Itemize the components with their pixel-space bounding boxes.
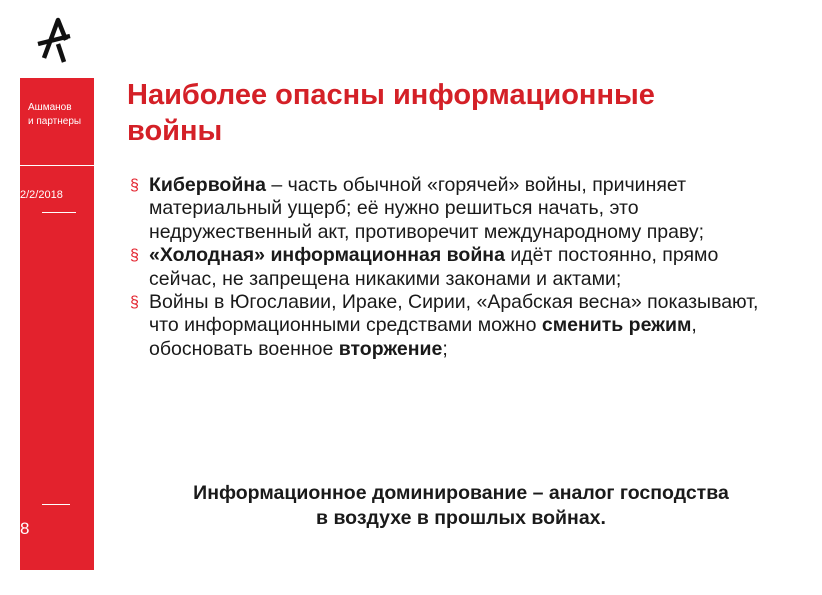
bullet-term: Кибервойна bbox=[149, 174, 266, 196]
bullet-marker-icon: § bbox=[130, 247, 139, 265]
bullet-text: идёт постоянно, прямо сейчас, не запрещена никакими законами и актами; bbox=[149, 244, 719, 290]
conclusion-line2: в воздухе в прошлых войнах. bbox=[316, 507, 606, 529]
conclusion-statement bbox=[128, 481, 794, 531]
ashmanov-logo-icon bbox=[36, 14, 76, 66]
bullet-emphasis: вторжение bbox=[338, 337, 443, 360]
conclusion-line1: Информационное доминирование – аналог господства bbox=[193, 482, 729, 504]
company-name-line2: и партнеры bbox=[28, 116, 82, 127]
bullet-marker-icon: § bbox=[130, 177, 139, 194]
bullet-wars-examples bbox=[128, 291, 788, 361]
slide-title-line2: войны bbox=[127, 115, 223, 147]
bullet-cold-war bbox=[128, 244, 788, 291]
bullet-cyberwar bbox=[128, 174, 788, 244]
bullet-list bbox=[128, 174, 788, 361]
bullet-text: , обосновать военное bbox=[149, 314, 697, 360]
bullet-marker-icon: § bbox=[130, 294, 139, 312]
bullet-emphasis: сменить режим bbox=[541, 314, 692, 337]
slide-title-line1: Наиболее опасны информационные bbox=[127, 79, 655, 111]
sidebar-divider bbox=[20, 165, 94, 166]
bullet-text: Войны в Югославии, Ираке, Сирии, «Арабская весна» показывают, что информационными средствами можно bbox=[149, 291, 759, 337]
company-name-line1: Ашманов bbox=[28, 102, 72, 113]
slide-title bbox=[127, 77, 777, 149]
sidebar-panel bbox=[20, 78, 94, 570]
bullet-text: – часть обычной «горячей» войны, причиняет материальный ущерб; её нужно решиться начать, это недружественный акт, противоречит международному праву; bbox=[149, 174, 705, 243]
page-number-divider bbox=[42, 504, 70, 505]
slide-date: 2/2/2018 bbox=[20, 189, 63, 201]
page-number: 8 bbox=[20, 519, 30, 538]
company-name bbox=[28, 101, 81, 129]
date-underline bbox=[42, 212, 76, 213]
bullet-term: «Холодная» информационная война bbox=[149, 244, 505, 267]
bullet-text: ; bbox=[442, 337, 448, 360]
